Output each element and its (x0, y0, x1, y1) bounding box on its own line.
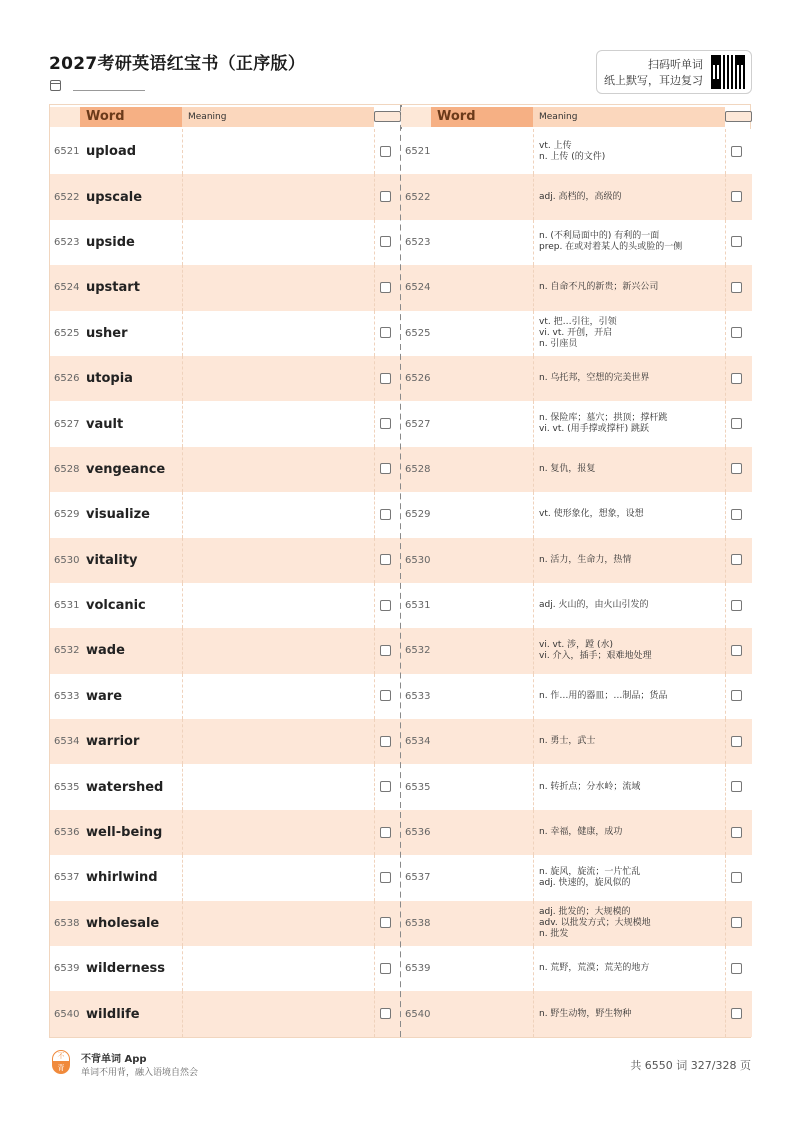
checkbox[interactable] (380, 282, 391, 293)
meaning-line: n. 自命不凡的新贵；新兴公司 (539, 282, 659, 293)
row-divider (374, 946, 375, 991)
row-divider (374, 220, 375, 265)
qr-caption-1: 扫码听单词 (648, 58, 703, 71)
word-text: utopia (86, 371, 133, 387)
row-number: 6530 (54, 554, 80, 566)
logo-top-glyph: 不 (52, 1050, 70, 1062)
meaning-line: n. 活力，生命力，热情 (539, 554, 632, 565)
row-number: 6522 (54, 191, 80, 203)
meaning-cell (539, 810, 722, 855)
checkbox[interactable] (380, 600, 391, 611)
table-row (50, 719, 401, 764)
word-text: upside (86, 234, 135, 250)
meaning-line: vt. 上传 (539, 140, 572, 151)
checkbox[interactable] (380, 736, 391, 747)
row-divider (725, 855, 726, 900)
row-divider (725, 991, 726, 1036)
meaning-cell (539, 492, 722, 537)
meaning-line: adj. 快速的，旋风似的 (539, 877, 631, 888)
meaning-line: n. 上传 (的文件) (539, 151, 606, 162)
meaning-cell (539, 719, 722, 764)
table-row (50, 810, 401, 855)
meaning-line: adj. 批发的；大规模的 (539, 906, 631, 917)
table-row (50, 855, 401, 900)
row-divider (533, 583, 534, 628)
row-divider (725, 764, 726, 809)
row-divider (725, 674, 726, 719)
meaning-line: vt. 把…引往，引领 (539, 316, 617, 327)
meaning-line: vi. vt. 开创，开启 (539, 327, 613, 338)
word-text: wholesale (86, 915, 160, 931)
word-text: upload (86, 144, 137, 160)
table-row (50, 492, 401, 537)
row-divider (533, 401, 534, 446)
word-text: upscale (86, 189, 143, 205)
row-divider (182, 447, 183, 492)
checkbox[interactable] (731, 327, 742, 338)
row-divider (374, 764, 375, 809)
app-name: 不背单词 App (81, 1054, 147, 1065)
checkbox[interactable] (380, 781, 391, 792)
meaning-line: n. 乌托邦，空想的完美世界 (539, 373, 650, 384)
table-row (401, 719, 752, 764)
meaning-cell (539, 220, 722, 265)
word-text: whirlwind (86, 870, 158, 886)
word-text: wade (86, 643, 125, 659)
qr-code-icon[interactable] (711, 55, 745, 89)
row-divider (374, 583, 375, 628)
table-row (401, 764, 752, 809)
meaning-line: n. 旋风，旋流；一片忙乱 (539, 866, 641, 877)
row-divider (182, 220, 183, 265)
row-divider (533, 991, 534, 1036)
row-number: 6527 (405, 418, 431, 430)
row-divider (374, 447, 375, 492)
row-number: 6522 (405, 191, 431, 203)
row-divider (533, 538, 534, 583)
row-number: 6536 (54, 827, 80, 839)
table-row (50, 447, 401, 492)
logo-bottom-glyph: 背 (52, 1062, 70, 1074)
meaning-line: vi. vt. 涉，蹚 (水) (539, 639, 614, 650)
meaning-line: n. 幸福，健康，成功 (539, 827, 623, 838)
row-divider (533, 492, 534, 537)
checkbox[interactable] (731, 781, 742, 792)
header-check-cell (725, 111, 752, 122)
row-divider (533, 447, 534, 492)
row-divider (182, 719, 183, 764)
row-divider (533, 311, 534, 356)
meaning-line: vi. vt. (用手撑或撑杆) 跳跃 (539, 424, 650, 435)
checkbox[interactable] (380, 963, 391, 974)
checkbox[interactable] (380, 373, 391, 384)
table-row (50, 356, 401, 401)
row-number: 6539 (54, 963, 80, 975)
word-text: wildlife (86, 1006, 140, 1022)
table-row (401, 674, 752, 719)
word-text: visualize (86, 507, 150, 523)
row-divider (725, 401, 726, 446)
table-row (50, 946, 401, 991)
table-row (50, 628, 401, 673)
row-divider (725, 628, 726, 673)
row-divider (374, 311, 375, 356)
meaning-cell (539, 583, 722, 628)
row-divider (533, 674, 534, 719)
checkbox[interactable] (731, 917, 742, 928)
table-row (50, 220, 401, 265)
word-text: ware (86, 688, 123, 704)
row-number: 6540 (405, 1008, 431, 1020)
meaning-cell (539, 129, 722, 174)
word-text: volcanic (86, 598, 146, 614)
row-divider (533, 220, 534, 265)
row-divider (182, 311, 183, 356)
row-number: 6536 (405, 827, 431, 839)
calendar-icon (50, 80, 61, 91)
meaning-line: n. 作…用的器皿；…制品；货品 (539, 690, 668, 701)
checkbox[interactable] (380, 463, 391, 474)
qr-caption-2: 纸上默写，耳边复习 (604, 74, 703, 87)
meaning-line: adj. 高档的，高级的 (539, 191, 622, 202)
row-number: 6537 (405, 872, 431, 884)
table-row (50, 538, 401, 583)
row-number: 6539 (405, 963, 431, 975)
right-rows (401, 129, 752, 1037)
row-number: 6532 (54, 645, 80, 657)
row-divider (182, 628, 183, 673)
row-number: 6533 (54, 690, 80, 702)
table-row (401, 855, 752, 900)
row-divider (182, 583, 183, 628)
row-divider (725, 220, 726, 265)
row-divider (725, 356, 726, 401)
table-row (50, 265, 401, 310)
table-row (50, 674, 401, 719)
row-divider (182, 401, 183, 446)
table-row (401, 220, 752, 265)
table-row (401, 901, 752, 946)
checkbox[interactable] (731, 146, 742, 157)
table-row (401, 628, 752, 673)
meaning-cell (539, 356, 722, 401)
meaning-line: n. 转折点；分水岭；流域 (539, 781, 641, 792)
checkbox[interactable] (380, 236, 391, 247)
row-divider (182, 991, 183, 1036)
checkbox[interactable] (731, 827, 742, 838)
table-row (50, 174, 401, 219)
header-meaning: Meaning (533, 107, 725, 127)
row-number: 6526 (54, 373, 80, 385)
row-divider (182, 129, 183, 174)
row-number: 6535 (405, 781, 431, 793)
date-blank-line (73, 81, 145, 91)
page-counter: 共 6550 词 327/328 页 (630, 1059, 751, 1072)
meaning-line: n. 野生动物，野生物种 (539, 1008, 632, 1019)
table-row (401, 265, 752, 310)
header-word: Word (431, 107, 533, 127)
row-divider (182, 492, 183, 537)
row-divider (533, 174, 534, 219)
table-row (401, 356, 752, 401)
row-number: 6529 (405, 509, 431, 521)
table-row (401, 311, 752, 356)
row-divider (374, 810, 375, 855)
row-number: 6525 (54, 327, 80, 339)
meaning-cell (539, 447, 722, 492)
checkbox[interactable] (380, 554, 391, 565)
word-column-half (50, 105, 401, 1037)
row-divider (533, 129, 534, 174)
meaning-line: vt. 使形象化，想象，设想 (539, 509, 644, 520)
row-divider (182, 810, 183, 855)
row-number: 6521 (54, 146, 80, 158)
row-divider (725, 946, 726, 991)
row-number: 6528 (405, 463, 431, 475)
row-divider (374, 674, 375, 719)
app-tagline: 单词不用背，融入语境自然会 (81, 1068, 199, 1078)
row-divider (182, 764, 183, 809)
meaning-cell (539, 174, 722, 219)
row-divider (374, 129, 375, 174)
meaning-line: n. (不利局面中的) 有利的一面 (539, 231, 660, 242)
row-divider (533, 946, 534, 991)
checkbox[interactable] (380, 827, 391, 838)
row-number: 6524 (54, 282, 80, 294)
header-meaning: Meaning (182, 107, 374, 127)
checkbox[interactable] (380, 418, 391, 429)
table-row (401, 583, 752, 628)
checkbox[interactable] (380, 917, 391, 928)
meaning-cell (539, 674, 722, 719)
row-divider (182, 538, 183, 583)
meaning-cell (539, 311, 722, 356)
checkbox[interactable] (731, 463, 742, 474)
row-number: 6524 (405, 282, 431, 294)
checkbox[interactable] (731, 191, 742, 202)
checkbox[interactable] (731, 872, 742, 883)
row-number: 6532 (405, 645, 431, 657)
checkbox[interactable] (380, 690, 391, 701)
row-divider (182, 674, 183, 719)
row-number: 6535 (54, 781, 80, 793)
app-logo (52, 1050, 72, 1076)
table-row (401, 810, 752, 855)
row-divider (725, 129, 726, 174)
row-divider (725, 538, 726, 583)
meaning-line: n. 勇士，武士 (539, 736, 596, 747)
row-divider (533, 265, 534, 310)
meaning-cell (539, 401, 722, 446)
meaning-line: n. 批发 (539, 928, 569, 939)
meaning-cell (539, 764, 722, 809)
word-text: usher (86, 325, 128, 341)
row-divider (374, 628, 375, 673)
checkbox[interactable] (731, 373, 742, 384)
meaning-line: n. 引座员 (539, 338, 578, 349)
row-divider (182, 855, 183, 900)
row-divider (725, 311, 726, 356)
table-row (401, 492, 752, 537)
table-row (401, 129, 752, 174)
meaning-line: prep. 在或对着某人的头或脸的一侧 (539, 242, 683, 253)
row-divider (182, 946, 183, 991)
row-divider (533, 628, 534, 673)
header-word: Word (80, 107, 182, 127)
meaning-cell (539, 628, 722, 673)
row-divider (182, 901, 183, 946)
checkbox[interactable] (380, 509, 391, 520)
row-number: 6540 (54, 1008, 80, 1020)
checkbox[interactable] (731, 509, 742, 520)
checkbox[interactable] (731, 418, 742, 429)
row-divider (374, 401, 375, 446)
meaning-column-half (401, 105, 752, 1037)
table-row (50, 991, 401, 1036)
row-number: 6530 (405, 554, 431, 566)
table-row (401, 946, 752, 991)
checkbox[interactable] (731, 236, 742, 247)
meaning-line: n. 荒野，荒漠；荒芜的地方 (539, 963, 650, 974)
checkbox[interactable] (731, 600, 742, 611)
meaning-line: n. 复仇，报复 (539, 463, 596, 474)
meaning-cell (539, 946, 722, 991)
header-check-cell (374, 111, 401, 122)
meaning-line: adj. 火山的，由火山引发的 (539, 600, 649, 611)
table-row (50, 583, 401, 628)
row-divider (533, 356, 534, 401)
date-field (50, 80, 145, 91)
meaning-cell (539, 991, 722, 1036)
checkbox[interactable] (731, 645, 742, 656)
row-divider (374, 174, 375, 219)
row-divider (182, 265, 183, 310)
row-divider (374, 538, 375, 583)
meaning-line: adv. 以批发方式；大规模地 (539, 917, 651, 928)
checkbox[interactable] (731, 690, 742, 701)
row-number: 6527 (54, 418, 80, 430)
row-number: 6533 (405, 690, 431, 702)
table-row (401, 174, 752, 219)
word-text: vitality (86, 552, 138, 568)
meaning-cell (539, 265, 722, 310)
table-row (50, 764, 401, 809)
table-row (401, 538, 752, 583)
page-title: 2027考研英语红宝书（正序版） (49, 54, 306, 74)
row-divider (374, 492, 375, 537)
row-divider (725, 265, 726, 310)
row-number: 6538 (405, 917, 431, 929)
row-divider (182, 174, 183, 219)
header-number-cell (50, 107, 80, 127)
row-divider (533, 719, 534, 764)
checkbox[interactable] (731, 963, 742, 974)
meaning-line: n. 保险库；墓穴；拱顶；撑杆跳 (539, 413, 668, 424)
meaning-cell (539, 855, 722, 900)
left-rows (50, 129, 401, 1037)
checkbox[interactable] (380, 1008, 391, 1019)
row-number: 6523 (405, 236, 431, 248)
row-divider (725, 901, 726, 946)
word-text: upstart (86, 280, 140, 296)
checkbox[interactable] (380, 872, 391, 883)
word-text: vault (86, 416, 124, 432)
row-divider (374, 855, 375, 900)
row-number: 6525 (405, 327, 431, 339)
row-number: 6528 (54, 463, 80, 475)
table-row (50, 401, 401, 446)
row-number: 6529 (54, 509, 80, 521)
word-text: vengeance (86, 461, 166, 477)
row-divider (533, 764, 534, 809)
row-number: 6521 (405, 146, 431, 158)
meaning-cell (539, 538, 722, 583)
row-divider (725, 447, 726, 492)
row-divider (533, 901, 534, 946)
row-divider (725, 810, 726, 855)
word-text: well-being (86, 825, 163, 841)
checkbox[interactable] (380, 327, 391, 338)
row-divider (725, 719, 726, 764)
table-row (50, 311, 401, 356)
table-header-left (50, 107, 401, 127)
row-divider (725, 583, 726, 628)
row-number: 6534 (405, 736, 431, 748)
checkbox[interactable] (731, 1008, 742, 1019)
row-divider (533, 855, 534, 900)
checkbox[interactable] (380, 146, 391, 157)
table-row (401, 401, 752, 446)
table-row (401, 447, 752, 492)
row-number: 6531 (54, 600, 80, 612)
row-divider (374, 901, 375, 946)
table-row (401, 991, 752, 1036)
meaning-line: vi. 介入，插手；艰难地处理 (539, 650, 652, 661)
row-number: 6526 (405, 373, 431, 385)
checkbox[interactable] (380, 645, 391, 656)
row-number: 6534 (54, 736, 80, 748)
row-divider (374, 356, 375, 401)
header-number-cell (401, 107, 431, 127)
table-row (50, 129, 401, 174)
row-number: 6523 (54, 236, 80, 248)
row-number: 6537 (54, 872, 80, 884)
checkbox[interactable] (731, 736, 742, 747)
row-divider (374, 991, 375, 1036)
word-text: watershed (86, 779, 164, 795)
row-divider (182, 356, 183, 401)
qr-panel (596, 50, 752, 94)
checkbox[interactable] (380, 191, 391, 202)
row-number: 6531 (405, 600, 431, 612)
table-header-right (401, 107, 752, 127)
checkbox[interactable] (731, 554, 742, 565)
checkbox[interactable] (731, 282, 742, 293)
row-divider (725, 174, 726, 219)
word-text: wilderness (86, 961, 166, 977)
meaning-cell (539, 901, 722, 946)
vocab-table (49, 104, 751, 1038)
word-text: warrior (86, 734, 140, 750)
row-divider (374, 265, 375, 310)
row-divider (374, 719, 375, 764)
row-number: 6538 (54, 917, 80, 929)
row-divider (725, 492, 726, 537)
table-row (50, 901, 401, 946)
row-divider (533, 810, 534, 855)
